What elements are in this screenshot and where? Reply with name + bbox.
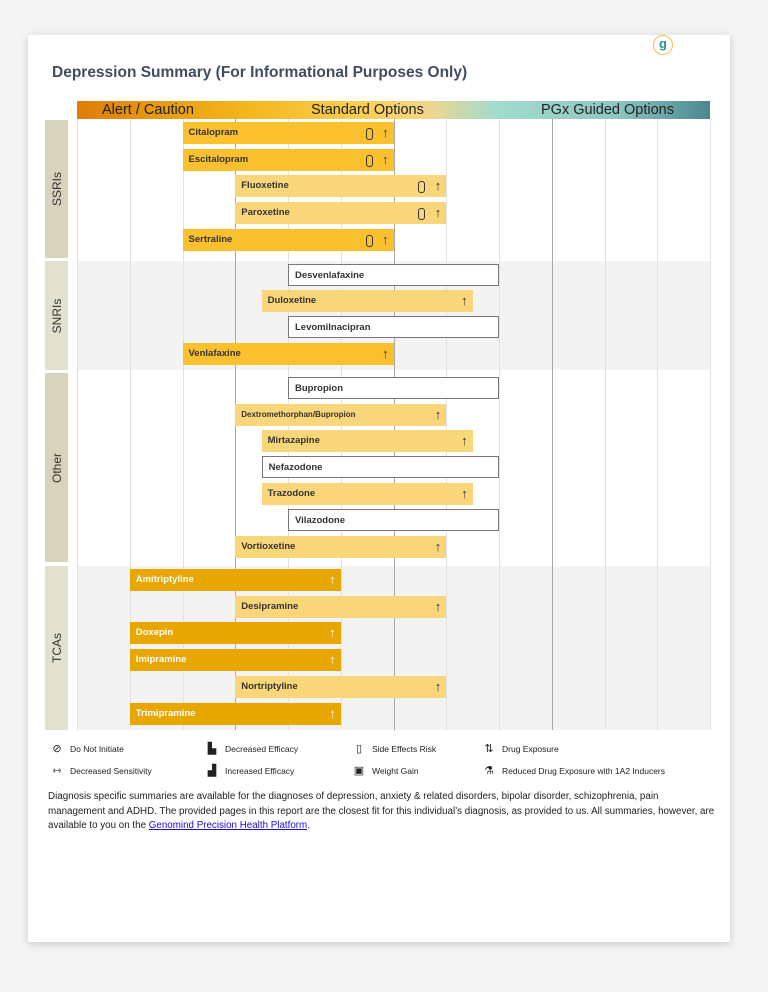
drug-name: Vilazodone: [295, 515, 345, 526]
footnote: [48, 790, 718, 834]
drug-bar-venlafaxine[interactable]: [183, 343, 394, 365]
drug-bar-desipramine[interactable]: [235, 596, 446, 618]
drug-name: Bupropion: [295, 383, 344, 394]
side-effects-risk-icon: [366, 149, 373, 171]
drug-bar-vortioxetine[interactable]: [235, 536, 446, 558]
drug-name: Vortioxetine: [241, 541, 296, 552]
drug-bar-sertraline[interactable]: [183, 229, 394, 251]
section-label-ssris: SSRIs: [45, 120, 68, 258]
band-standard-label: Standard Options: [311, 102, 424, 118]
drug-exposure-up-icon: ↑: [434, 205, 442, 220]
drug-bar-citalopram[interactable]: [183, 122, 394, 144]
do-not-initiate-icon: ⊘: [52, 743, 62, 755]
drug-name: Trimipramine: [135, 708, 196, 719]
drug-bar-desvenlafaxine[interactable]: [288, 264, 499, 286]
band-pgx-label: PGx Guided Options: [541, 102, 674, 118]
drug-exposure-up-icon: ↑: [461, 486, 468, 501]
legend-label: Drug Exposure: [502, 744, 559, 754]
page-title: Depression Summary (For Informational Purposes Only): [52, 64, 468, 81]
drug-bar-amitriptyline[interactable]: [130, 569, 341, 591]
grid-line: [657, 119, 658, 730]
drug-exposure-up-icon: ↑: [434, 679, 442, 694]
side-effects-risk-icon: [418, 175, 425, 197]
drug-bar-vilazodone[interactable]: [288, 509, 499, 531]
drug-exposure-icon: ⇅: [484, 743, 494, 755]
drug-exposure-up-icon: ↑: [382, 346, 389, 361]
category-band: [77, 101, 710, 119]
drug-name: Amitriptyline: [135, 574, 194, 585]
increased-efficacy-icon: ▟: [207, 765, 217, 777]
side-effects-risk-icon: [366, 229, 373, 251]
drug-name: Paroxetine: [241, 207, 290, 218]
drug-exposure-up-icon: ↑: [434, 599, 442, 614]
drug-bar-paroxetine[interactable]: [235, 202, 446, 224]
drug-bar-trazodone[interactable]: [262, 483, 473, 505]
legend-item: [482, 764, 665, 777]
drug-name: Fluoxetine: [241, 180, 289, 191]
drug-bar-imipramine[interactable]: [130, 649, 341, 671]
grid-line: [710, 119, 711, 730]
drug-bar-mirtazapine[interactable]: [262, 430, 473, 452]
drug-name: Venlafaxine: [188, 348, 241, 359]
reduced-exposure-1a2-icon: ⚗: [484, 765, 494, 777]
drug-name: Desvenlafaxine: [295, 270, 365, 281]
drug-exposure-up-icon: ↑: [329, 572, 336, 587]
weight-gain-icon: ▣: [353, 765, 365, 777]
section-label-snris: SNRIs: [45, 261, 68, 370]
drug-name: Mirtazapine: [267, 435, 320, 446]
drug-exposure-up-icon: ↑: [329, 625, 336, 640]
drug-exposure-up-icon: ↑: [382, 152, 389, 167]
grid-line: [552, 119, 553, 730]
drug-exposure-up-icon: ↑: [329, 706, 336, 721]
legend-label: Weight Gain: [372, 766, 419, 776]
drug-bar-fluoxetine[interactable]: [235, 175, 446, 197]
section-label-other: Other: [45, 373, 68, 562]
drug-bar-nortriptyline[interactable]: [235, 676, 446, 698]
grid-line: [446, 119, 447, 730]
legend-item: [50, 764, 152, 777]
side-effects-risk-icon: ▯: [355, 743, 363, 755]
legend-item: [205, 764, 294, 777]
drug-name: Duloxetine: [267, 295, 317, 306]
grid-line: [499, 119, 500, 730]
legend-label: Decreased Sensitivity: [70, 766, 152, 776]
legend-item: [205, 742, 298, 755]
drug-exposure-up-icon: ↑: [434, 178, 442, 193]
drug-name: Nortriptyline: [241, 681, 298, 692]
drug-exposure-up-icon: ↑: [382, 232, 389, 247]
legend-label: Reduced Drug Exposure with 1A2 Inducers: [502, 766, 666, 776]
drug-name: Desipramine: [241, 601, 299, 612]
drug-bar-nefazodone[interactable]: [262, 456, 499, 478]
drug-bar-escitalopram[interactable]: [183, 149, 394, 171]
legend-item: [352, 742, 436, 755]
legend-item: [482, 742, 559, 755]
genomind-logo: g: [653, 35, 673, 55]
drug-exposure-up-icon: ↑: [329, 652, 336, 667]
drug-bar-bupropion[interactable]: [288, 377, 499, 399]
legend-label: Side Effects Risk: [372, 744, 437, 754]
legend-item: [50, 742, 124, 755]
drug-exposure-up-icon: ↑: [434, 407, 442, 422]
drug-name: Sertraline: [188, 234, 233, 245]
drug-name: Doxepin: [135, 627, 174, 638]
side-effects-risk-icon: [418, 202, 425, 224]
legend-label: Increased Efficacy: [225, 766, 295, 776]
drug-name: Dextromethorphan/Bupropion: [241, 410, 356, 419]
drug-exposure-up-icon: ↑: [461, 433, 468, 448]
grid-line: [77, 119, 78, 730]
drug-exposure-up-icon: ↑: [382, 125, 389, 140]
footnote-text: Diagnosis specific summaries are available for the diagnoses of depression, anxiety & related disorders, bipolar disorder, schizophrenia, pain management and ADHD. The provided pages in this report are the closest fit for this individual’s diagnosis, as provided to us. All summaries, however, are available to you on the: [48, 791, 715, 831]
side-effects-risk-icon: [366, 122, 373, 144]
section-label-tcas: TCAs: [45, 566, 68, 730]
legend-label: Do Not Initiate: [70, 744, 124, 754]
drug-exposure-up-icon: ↑: [461, 293, 468, 308]
grid-line: [605, 119, 606, 730]
drug-name: Trazodone: [267, 488, 316, 499]
legend-item: [352, 764, 419, 777]
drug-bar-duloxetine[interactable]: [262, 290, 473, 312]
drug-name: Citalopram: [188, 127, 239, 138]
decreased-efficacy-icon: ▙: [207, 743, 217, 755]
legend-label: Decreased Efficacy: [225, 744, 299, 754]
drug-name: Imipramine: [135, 654, 187, 665]
drug-bar-dextromethorphan-bupropion[interactable]: [235, 404, 446, 426]
band-alert-label: Alert / Caution: [102, 102, 194, 118]
drug-name: Nefazodone: [268, 462, 323, 473]
footnote-end: .: [307, 820, 310, 831]
drug-exposure-up-icon: ↑: [434, 539, 442, 554]
drug-bar-levomilnacipran[interactable]: [288, 316, 499, 338]
drug-bar-doxepin[interactable]: [130, 622, 341, 644]
platform-link[interactable]: Genomind Precision Health Platform: [148, 820, 308, 831]
decreased-sensitivity-icon: ⇿: [52, 765, 62, 777]
drug-name: Levomilnacipran: [295, 322, 371, 333]
drug-name: Escitalopram: [188, 154, 249, 165]
drug-bar-trimipramine[interactable]: [130, 703, 341, 725]
